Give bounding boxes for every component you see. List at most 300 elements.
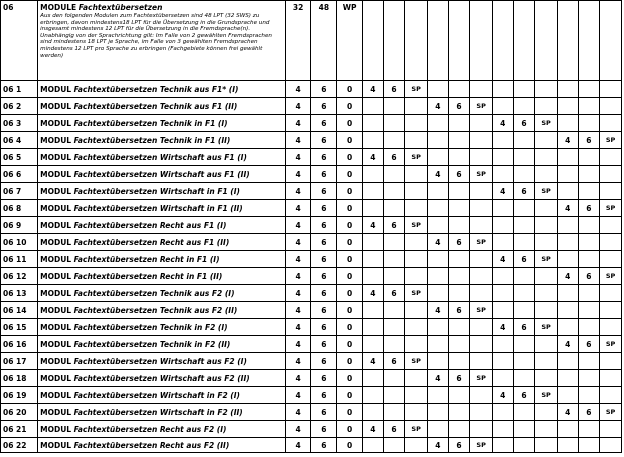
empty-cell <box>470 404 493 421</box>
module-lpt: 6 <box>311 149 337 166</box>
empty-cell <box>383 98 405 115</box>
module-wp: 0 <box>337 132 363 149</box>
empty-cell <box>513 234 535 251</box>
module-sws: 4 <box>285 285 311 302</box>
module-name: Fachtextübersetzen Wirtschaft in F1 (I) <box>73 186 240 196</box>
empty-cell <box>363 404 384 421</box>
empty-cell <box>535 404 558 421</box>
empty-cell <box>578 217 600 234</box>
semester-cell: 4 <box>428 370 449 387</box>
module-wp: 0 <box>337 353 363 370</box>
header-empty-cell <box>492 1 513 81</box>
empty-cell <box>405 234 428 251</box>
module-wp: 0 <box>337 285 363 302</box>
table-row <box>1 421 622 438</box>
module-name: Fachtextübersetzen Technik aus F2 (I) <box>73 288 235 298</box>
empty-cell <box>363 234 384 251</box>
semester-cell: 6 <box>383 217 405 234</box>
module-lpt: 6 <box>311 336 337 353</box>
header-empty-cell <box>557 1 578 81</box>
empty-cell <box>448 217 470 234</box>
header-empty-cell <box>448 1 470 81</box>
semester-cell: SP <box>535 183 558 200</box>
empty-cell <box>600 421 622 438</box>
semester-cell: 6 <box>448 98 470 115</box>
semester-cell: SP <box>470 438 493 453</box>
empty-cell <box>428 200 449 217</box>
empty-cell <box>578 149 600 166</box>
header-sws: 32 <box>285 1 311 81</box>
module-title <box>38 268 286 285</box>
semester-cell: SP <box>405 353 428 370</box>
module-lpt: 6 <box>311 183 337 200</box>
empty-cell <box>428 251 449 268</box>
empty-cell <box>557 234 578 251</box>
empty-cell <box>578 387 600 404</box>
semester-cell: SP <box>535 319 558 336</box>
semester-cell: SP <box>535 251 558 268</box>
empty-cell <box>448 251 470 268</box>
empty-cell <box>470 285 493 302</box>
table-row <box>1 285 622 302</box>
empty-cell <box>470 115 493 132</box>
header-code: 06 <box>1 1 38 81</box>
semester-cell: 4 <box>492 115 513 132</box>
module-lpt: 6 <box>311 98 337 115</box>
semester-cell: 4 <box>363 285 384 302</box>
empty-cell <box>535 98 558 115</box>
module-name: Fachtextübersetzen Recht aus F1 (I) <box>73 220 227 230</box>
table-row <box>1 251 622 268</box>
empty-cell <box>600 234 622 251</box>
empty-cell <box>428 81 449 98</box>
empty-cell <box>535 302 558 319</box>
empty-cell <box>492 438 513 453</box>
module-name: Fachtextübersetzen Recht aus F2 (I) <box>73 424 227 434</box>
empty-cell <box>363 200 384 217</box>
empty-cell <box>578 115 600 132</box>
table-row <box>1 81 622 98</box>
semester-cell: SP <box>405 81 428 98</box>
empty-cell <box>513 200 535 217</box>
empty-cell <box>513 285 535 302</box>
module-prefix: MODUL <box>40 84 74 94</box>
module-code: 06 2 <box>1 98 38 115</box>
module-code: 06 6 <box>1 166 38 183</box>
semester-cell: 6 <box>448 234 470 251</box>
empty-cell <box>557 387 578 404</box>
semester-cell: SP <box>600 336 622 353</box>
semester-cell: 6 <box>578 268 600 285</box>
module-code: 06 3 <box>1 115 38 132</box>
module-code: 06 16 <box>1 336 38 353</box>
semester-cell: 6 <box>578 336 600 353</box>
module-prefix: MODUL <box>40 390 74 400</box>
module-lpt: 6 <box>311 438 337 453</box>
module-code: 06 19 <box>1 387 38 404</box>
empty-cell <box>428 353 449 370</box>
empty-cell <box>600 98 622 115</box>
empty-cell <box>383 132 405 149</box>
module-sws: 4 <box>285 234 311 251</box>
semester-cell: SP <box>470 302 493 319</box>
module-name: Fachtextübersetzen Wirtschaft aus F2 (I) <box>73 356 247 366</box>
module-wp: 0 <box>337 200 363 217</box>
module-sws: 4 <box>285 149 311 166</box>
table-row <box>1 132 622 149</box>
empty-cell <box>383 183 405 200</box>
empty-cell <box>428 217 449 234</box>
empty-cell <box>578 234 600 251</box>
empty-cell <box>513 217 535 234</box>
empty-cell <box>492 132 513 149</box>
table-row <box>1 98 622 115</box>
semester-cell: 6 <box>513 387 535 404</box>
module-lpt: 6 <box>311 166 337 183</box>
module-lpt: 6 <box>311 387 337 404</box>
module-wp: 0 <box>337 404 363 421</box>
empty-cell <box>383 319 405 336</box>
empty-cell <box>492 353 513 370</box>
empty-cell <box>405 200 428 217</box>
module-prefix: MODUL <box>40 186 74 196</box>
module-title <box>38 217 286 234</box>
semester-cell: SP <box>470 234 493 251</box>
table-row <box>1 387 622 404</box>
empty-cell <box>470 387 493 404</box>
empty-cell <box>363 302 384 319</box>
semester-cell: 6 <box>383 81 405 98</box>
empty-cell <box>470 251 493 268</box>
module-prefix: MODUL <box>40 203 74 213</box>
empty-cell <box>492 166 513 183</box>
empty-cell <box>535 268 558 285</box>
empty-cell <box>492 81 513 98</box>
empty-cell <box>363 132 384 149</box>
empty-cell <box>448 200 470 217</box>
empty-cell <box>448 132 470 149</box>
table-row <box>1 302 622 319</box>
empty-cell <box>405 132 428 149</box>
empty-cell <box>578 98 600 115</box>
module-code: 06 15 <box>1 319 38 336</box>
empty-cell <box>600 353 622 370</box>
module-code: 06 12 <box>1 268 38 285</box>
empty-cell <box>363 183 384 200</box>
module-title <box>38 370 286 387</box>
module-wp: 0 <box>337 217 363 234</box>
semester-cell: 6 <box>578 132 600 149</box>
module-name: Fachtextübersetzen Technik aus F1 (II) <box>73 101 238 111</box>
empty-cell <box>513 98 535 115</box>
empty-cell <box>578 370 600 387</box>
module-lpt: 6 <box>311 285 337 302</box>
module-sws: 4 <box>285 370 311 387</box>
semester-cell: 4 <box>492 319 513 336</box>
empty-cell <box>363 115 384 132</box>
module-wp: 0 <box>337 370 363 387</box>
semester-cell: 4 <box>557 336 578 353</box>
module-lpt: 6 <box>311 302 337 319</box>
empty-cell <box>405 336 428 353</box>
empty-cell <box>405 166 428 183</box>
module-sws: 4 <box>285 200 311 217</box>
empty-cell <box>470 268 493 285</box>
empty-cell <box>492 336 513 353</box>
empty-cell <box>405 387 428 404</box>
semester-cell: 6 <box>578 200 600 217</box>
semester-cell: 4 <box>428 234 449 251</box>
module-code: 06 9 <box>1 217 38 234</box>
header-empty-cell <box>428 1 449 81</box>
semester-cell: 6 <box>513 183 535 200</box>
empty-cell <box>363 319 384 336</box>
empty-cell <box>600 302 622 319</box>
module-code: 06 11 <box>1 251 38 268</box>
semester-cell: SP <box>470 166 493 183</box>
empty-cell <box>535 421 558 438</box>
module-sws: 4 <box>285 302 311 319</box>
empty-cell <box>600 370 622 387</box>
empty-cell <box>363 387 384 404</box>
header-row <box>1 1 622 81</box>
module-prefix: MODUL <box>40 305 74 315</box>
semester-cell: 4 <box>557 132 578 149</box>
empty-cell <box>428 285 449 302</box>
module-prefix: MODUL <box>40 407 74 417</box>
module-prefix: MODUL <box>40 271 74 281</box>
module-title <box>38 404 286 421</box>
empty-cell <box>578 81 600 98</box>
module-title <box>38 251 286 268</box>
empty-cell <box>600 319 622 336</box>
module-prefix: MODUL <box>40 101 74 111</box>
empty-cell <box>492 149 513 166</box>
empty-cell <box>513 302 535 319</box>
empty-cell <box>405 268 428 285</box>
module-sws: 4 <box>285 319 311 336</box>
module-name: Fachtextübersetzen Wirtschaft in F2 (II) <box>73 407 243 417</box>
empty-cell <box>578 421 600 438</box>
module-title <box>38 336 286 353</box>
empty-cell <box>363 98 384 115</box>
module-title <box>38 98 286 115</box>
empty-cell <box>600 217 622 234</box>
empty-cell <box>535 234 558 251</box>
header-empty-cell <box>535 1 558 81</box>
empty-cell <box>492 268 513 285</box>
module-lpt: 6 <box>311 421 337 438</box>
semester-cell: SP <box>405 149 428 166</box>
empty-cell <box>363 166 384 183</box>
module-prefix: MODUL <box>40 152 74 162</box>
module-wp: 0 <box>337 149 363 166</box>
module-prefix: MODUL <box>40 118 74 128</box>
empty-cell <box>470 217 493 234</box>
empty-cell <box>578 353 600 370</box>
module-wp: 0 <box>337 387 363 404</box>
empty-cell <box>578 183 600 200</box>
empty-cell <box>448 319 470 336</box>
empty-cell <box>383 166 405 183</box>
empty-cell <box>470 319 493 336</box>
empty-cell <box>448 149 470 166</box>
semester-cell: 4 <box>428 438 449 453</box>
table-row <box>1 404 622 421</box>
semester-cell: SP <box>535 115 558 132</box>
module-name: Fachtextübersetzen Wirtschaft aus F1 (I) <box>73 152 247 162</box>
semester-cell: SP <box>600 268 622 285</box>
empty-cell <box>428 149 449 166</box>
module-wp: 0 <box>337 98 363 115</box>
empty-cell <box>448 285 470 302</box>
empty-cell <box>535 200 558 217</box>
empty-cell <box>513 268 535 285</box>
empty-cell <box>428 268 449 285</box>
table-row <box>1 353 622 370</box>
header-empty-cell <box>383 1 405 81</box>
table-row <box>1 200 622 217</box>
empty-cell <box>557 98 578 115</box>
module-wp: 0 <box>337 438 363 453</box>
semester-cell: SP <box>470 370 493 387</box>
empty-cell <box>513 81 535 98</box>
table-row <box>1 319 622 336</box>
empty-cell <box>557 166 578 183</box>
module-wp: 0 <box>337 302 363 319</box>
module-code: 06 8 <box>1 200 38 217</box>
module-name: Fachtextübersetzen Wirtschaft aus F1 (II) <box>73 169 250 179</box>
empty-cell <box>492 217 513 234</box>
empty-cell <box>557 438 578 453</box>
empty-cell <box>492 370 513 387</box>
module-name: Fachtextübersetzen Technik in F1 (II) <box>73 135 231 145</box>
semester-cell: 4 <box>492 251 513 268</box>
empty-cell <box>535 438 558 453</box>
header-title-cell <box>38 1 286 81</box>
empty-cell <box>383 336 405 353</box>
module-name: Fachtextübersetzen Technik in F1 (I) <box>73 118 228 128</box>
module-lpt: 6 <box>311 404 337 421</box>
empty-cell <box>600 149 622 166</box>
table-row <box>1 183 622 200</box>
empty-cell <box>492 421 513 438</box>
module-prefix: MODUL <box>40 339 74 349</box>
module-sws: 4 <box>285 387 311 404</box>
empty-cell <box>428 336 449 353</box>
semester-cell: 4 <box>557 404 578 421</box>
empty-cell <box>535 81 558 98</box>
module-title <box>38 353 286 370</box>
table-row <box>1 268 622 285</box>
module-lpt: 6 <box>311 234 337 251</box>
header-empty-cell <box>600 1 622 81</box>
module-code: 06 4 <box>1 132 38 149</box>
empty-cell <box>600 166 622 183</box>
header-type: WP <box>337 1 363 81</box>
empty-cell <box>513 353 535 370</box>
empty-cell <box>557 217 578 234</box>
module-title <box>38 438 286 453</box>
semester-cell: 4 <box>363 217 384 234</box>
empty-cell <box>578 251 600 268</box>
header-title-italic: Fachtextübersetzen <box>78 3 163 12</box>
module-prefix: MODUL <box>40 169 74 179</box>
empty-cell <box>383 387 405 404</box>
empty-cell <box>535 353 558 370</box>
module-lpt: 6 <box>311 81 337 98</box>
semester-cell: SP <box>535 387 558 404</box>
module-code: 06 5 <box>1 149 38 166</box>
module-code: 06 18 <box>1 370 38 387</box>
empty-cell <box>363 336 384 353</box>
semester-cell: 4 <box>363 81 384 98</box>
empty-cell <box>557 353 578 370</box>
empty-cell <box>513 166 535 183</box>
empty-cell <box>470 132 493 149</box>
empty-cell <box>578 166 600 183</box>
semester-cell: 6 <box>448 166 470 183</box>
module-title <box>38 149 286 166</box>
semester-cell: 6 <box>513 251 535 268</box>
empty-cell <box>383 404 405 421</box>
empty-cell <box>557 251 578 268</box>
empty-cell <box>492 302 513 319</box>
module-sws: 4 <box>285 251 311 268</box>
module-name: Fachtextübersetzen Recht in F1 (II) <box>73 271 223 281</box>
table-row <box>1 115 622 132</box>
module-code: 06 1 <box>1 81 38 98</box>
semester-cell: SP <box>405 285 428 302</box>
empty-cell <box>535 166 558 183</box>
empty-cell <box>405 98 428 115</box>
table-row <box>1 166 622 183</box>
empty-cell <box>405 438 428 453</box>
empty-cell <box>492 234 513 251</box>
semester-cell: 4 <box>363 353 384 370</box>
empty-cell <box>470 353 493 370</box>
module-title <box>38 166 286 183</box>
empty-cell <box>578 285 600 302</box>
module-lpt: 6 <box>311 217 337 234</box>
module-title <box>38 319 286 336</box>
empty-cell <box>470 81 493 98</box>
module-wp: 0 <box>337 183 363 200</box>
module-sws: 4 <box>285 404 311 421</box>
empty-cell <box>492 200 513 217</box>
semester-cell: 4 <box>363 149 384 166</box>
module-title <box>38 285 286 302</box>
empty-cell <box>448 81 470 98</box>
empty-cell <box>448 336 470 353</box>
empty-cell <box>448 404 470 421</box>
module-sws: 4 <box>285 98 311 115</box>
module-code: 06 21 <box>1 421 38 438</box>
semester-cell: 6 <box>383 285 405 302</box>
empty-cell <box>383 370 405 387</box>
empty-cell <box>405 183 428 200</box>
semester-cell: 6 <box>383 353 405 370</box>
module-title <box>38 234 286 251</box>
empty-cell <box>428 387 449 404</box>
empty-cell <box>383 438 405 453</box>
module-prefix: MODUL <box>40 237 74 247</box>
table-row <box>1 370 622 387</box>
semester-cell: SP <box>600 132 622 149</box>
module-name: Fachtextübersetzen Technik aus F1* (I) <box>73 84 239 94</box>
empty-cell <box>557 81 578 98</box>
empty-cell <box>428 115 449 132</box>
